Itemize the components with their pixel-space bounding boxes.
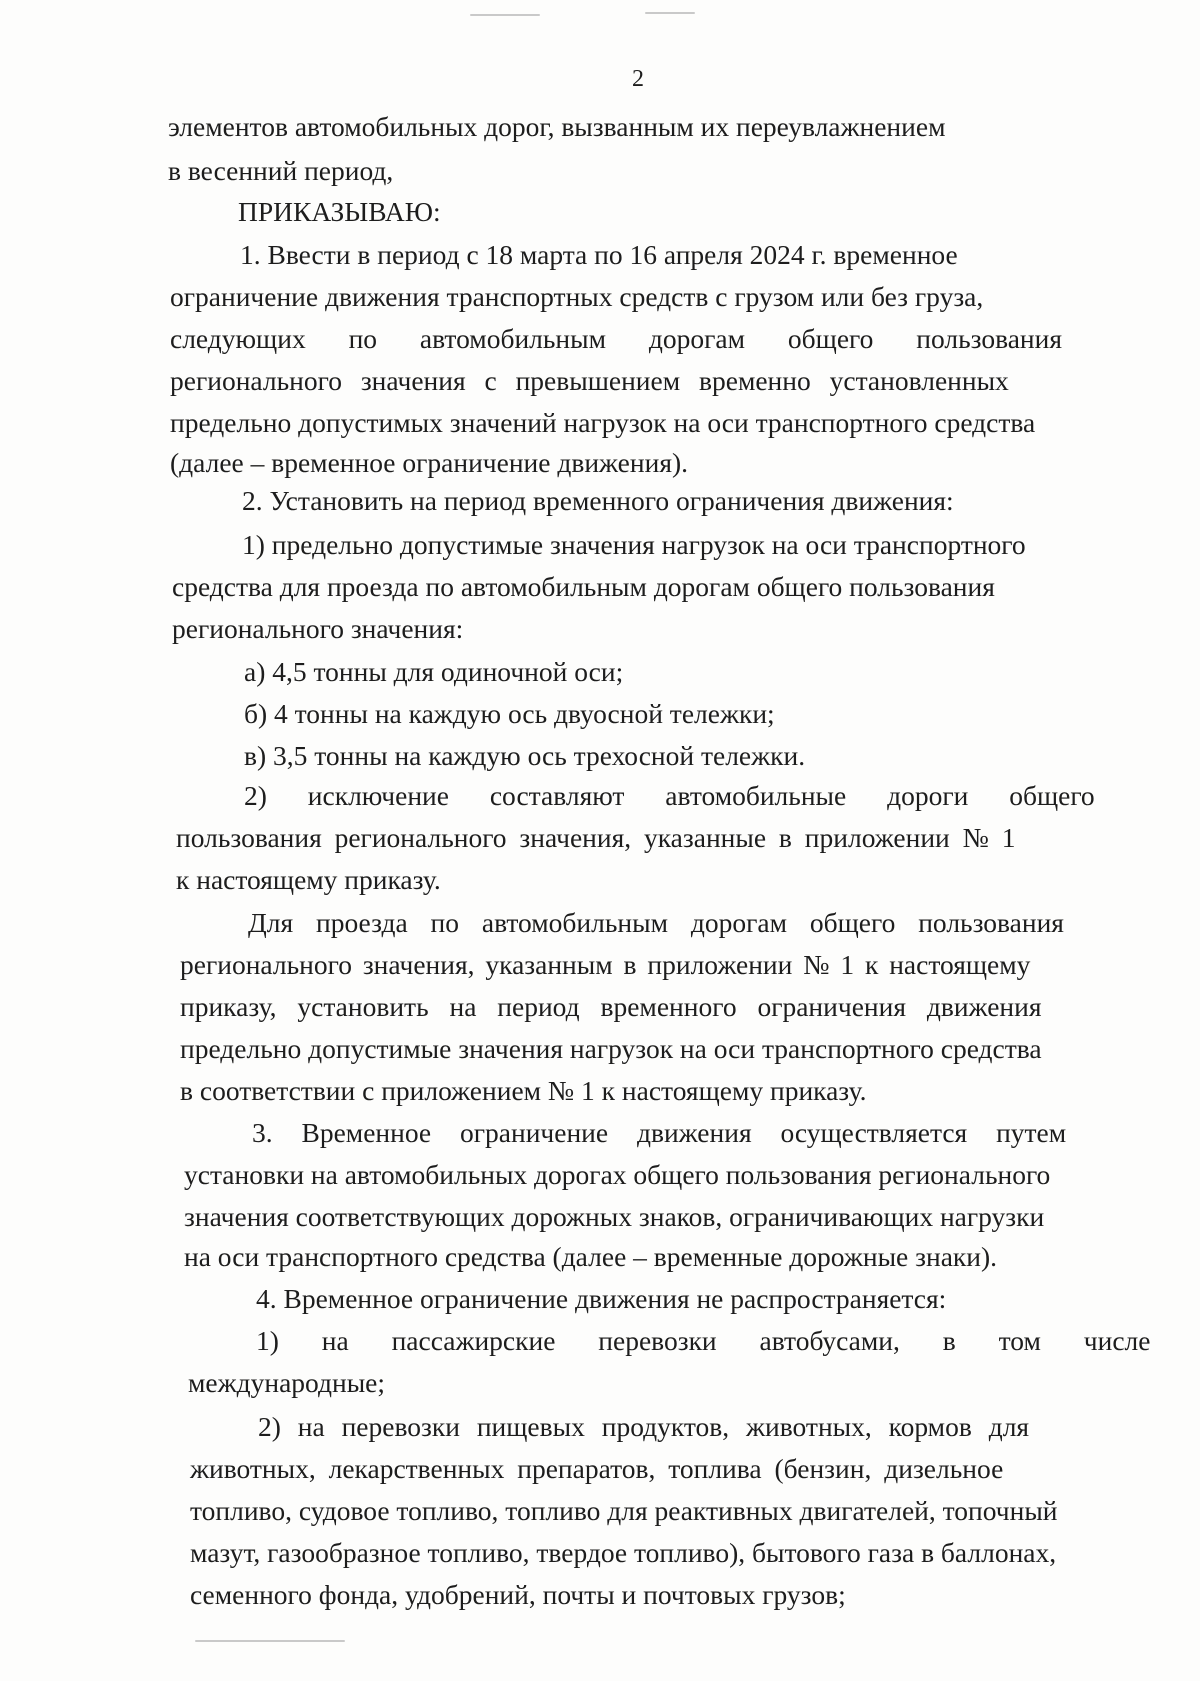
text-line: ограничение движения транспортных средств с грузом или без груза, <box>170 281 984 312</box>
text-line: мазут, газообразное топливо, твердое топливо), бытового газа в баллонах, <box>190 1537 1057 1568</box>
text-line: к настоящему приказу. <box>176 864 441 895</box>
text-line: средства для проезда по автомобильным дорогам общего пользования <box>172 571 995 602</box>
text-line <box>168 110 1125 144</box>
text-line: 1. Ввести в период с 18 марта по 16 апреля 2024 г. временное <box>240 239 958 270</box>
text-line: животных, лекарственных препаратов, топлива (бензин, дизельное <box>190 1453 1004 1484</box>
text-line: на оси транспортного средства (далее – временные дорожные знаки). <box>184 1241 998 1272</box>
page-number: 2 <box>632 66 644 92</box>
text-line: 2. Установить на период временного ограничения движения: <box>242 485 954 516</box>
list-item-a: а) 4,5 тонны для одиночной оси; <box>244 656 624 687</box>
scan-artifact <box>645 12 695 14</box>
text-line: 2) на перевозки пищевых продуктов, животных, кормов для <box>258 1411 1030 1442</box>
text-line: значения соответствующих дорожных знаков, ограничивающих нагрузки <box>184 1201 1045 1232</box>
text-line: приказу, установить на период временного ограничения движения <box>180 991 1042 1022</box>
text-line: 3. Временное ограничение движения осуществляется путем <box>252 1117 1067 1148</box>
order-heading: ПРИКАЗЫВАЮ: <box>238 196 441 227</box>
text-line: в соответствии с приложением № 1 к настоящему приказу. <box>180 1075 867 1106</box>
text-line: регионального значения: <box>172 613 464 644</box>
text-line: предельно допустимых значений нагрузок на оси транспортного средства <box>170 407 1036 438</box>
text-line: регионального значения с превышением временно установленных <box>170 365 1009 396</box>
text-line: в весенний период, <box>168 155 394 186</box>
text-line: 2) исключение составляют автомобильные дороги общего <box>244 780 1095 811</box>
text-line: Для проезда по автомобильным дорогам общего пользования <box>248 907 1064 938</box>
text-line: регионального значения, указанным в приложении № 1 к настоящему <box>180 949 1031 980</box>
text-line: семенного фонда, удобрений, почты и почтовых грузов; <box>190 1579 846 1610</box>
scan-artifact <box>470 14 540 16</box>
text-line-content: элементов автомобильных дорог, вызванным их переувлажнением <box>168 111 946 142</box>
text-line: 1) на пассажирские перевозки автобусами, в том числе <box>256 1325 1151 1356</box>
text-line: (далее – временное ограничение движения). <box>170 447 689 478</box>
scan-artifact <box>195 1640 345 1642</box>
text-line: пользования регионального значения, указанные в приложении № 1 <box>176 822 1016 853</box>
text-line: 4. Временное ограничение движения не распространяется: <box>256 1283 947 1314</box>
list-item-c: в) 3,5 тонны на каждую ось трехосной тележки. <box>244 740 806 771</box>
list-item-b: б) 4 тонны на каждую ось двуосной тележки; <box>244 698 775 729</box>
text-line: предельно допустимые значения нагрузок на оси транспортного средства <box>180 1033 1042 1064</box>
text-line: топливо, судовое топливо, топливо для реактивных двигателей, топочный <box>190 1495 1058 1526</box>
text-line: 1) предельно допустимые значения нагрузок на оси транспортного <box>242 529 1026 560</box>
text-line: установки на автомобильных дорогах общего пользования регионального <box>184 1159 1051 1190</box>
text-line: международные; <box>188 1367 386 1398</box>
text-line: следующих по автомобильным дорогам общего пользования <box>170 323 1062 354</box>
